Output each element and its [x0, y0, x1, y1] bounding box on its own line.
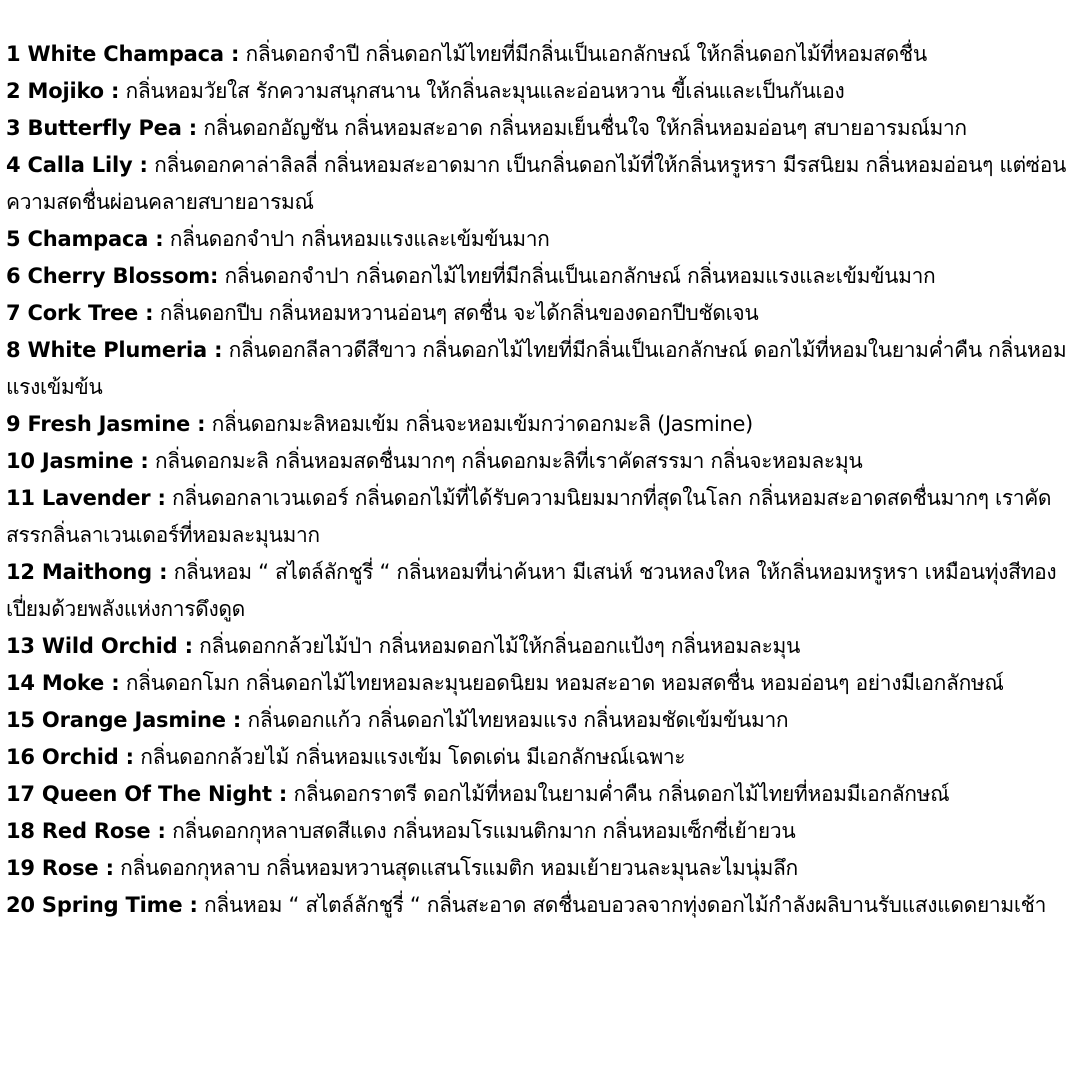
scent-item	[6, 887, 1070, 924]
scent-description: กลิ่นดอกกุหลาบสดสีแดง กลิ่นหอมโรแมนติกมาก กลิ่นหอมเซ็กซี่เย้ายวน	[165, 819, 796, 843]
scent-item	[6, 147, 1070, 221]
scent-description: กลิ่นดอกราตรี ดอกไม้ที่หอมในยามค่ำคืน กลิ่นดอกไม้ไทยที่หอมมีเอกลักษณ์	[287, 782, 950, 806]
scent-description: กลิ่นดอกจำปา กลิ่นหอมแรงและเข้มข้นมาก	[163, 227, 550, 251]
scent-description: กลิ่นดอกจำปี กลิ่นดอกไม้ไทยที่มีกลิ่นเป็นเอกลักษณ์ ให้กลิ่นดอกไม้ที่หอมสดชื่น	[239, 42, 927, 66]
scent-description: กลิ่นหอมวัยใส รักความสนุกสนาน ให้กลิ่นละมุนและอ่อนหวาน ขี้เล่นและเป็นกันเอง	[119, 79, 845, 103]
scent-name: 14 Moke :	[6, 671, 120, 695]
scent-description: กลิ่นดอกกุหลาบ กลิ่นหอมหวานสุดแสนโรแมติก หอมเย้ายวนละมุนละไมนุ่มลึก	[113, 856, 798, 880]
scent-description: กลิ่นดอกมะลิ กลิ่นหอมสดชื่นมากๆ กลิ่นดอกมะลิที่เราคัดสรรมา กลิ่นจะหอมละมุน	[148, 449, 863, 473]
scent-name: 1 White Champaca :	[6, 42, 240, 66]
scent-description: กลิ่นดอกคาล่าลิลลี่ กลิ่นหอมสะอาดมาก เป็นกลิ่นดอกไม้ที่ให้กลิ่นหรูหรา มีรสนิยม กลิ่นหอมอ่อนๆ แต่ซ่อนความสดชื่นผ่อนคลายสบายอารมณ์	[6, 153, 1066, 214]
scent-item	[6, 73, 1070, 110]
scent-description: กลิ่นดอกอัญชัน กลิ่นหอมสะอาด กลิ่นหอมเย็นชื่นใจ ให้กลิ่นหอมอ่อนๆ สบายอารมณ์มาก	[197, 116, 967, 140]
scent-item	[6, 702, 1070, 739]
scent-name: 20 Spring Time :	[6, 893, 198, 917]
scent-item	[6, 221, 1070, 258]
scent-name: 5 Champaca :	[6, 227, 164, 251]
scent-name: 19 Rose :	[6, 856, 114, 880]
scent-item	[6, 554, 1070, 628]
scent-name: 4 Calla Lily :	[6, 153, 148, 177]
scent-description: กลิ่นดอกลีลาวดีสีขาว กลิ่นดอกไม้ไทยที่มีกลิ่นเป็นเอกลักษณ์ ดอกไม้ที่หอมในยามค่ำคืน กลิ่นหอมแรงเข้มข้น	[6, 338, 1067, 399]
scent-item	[6, 110, 1070, 147]
scent-item	[6, 850, 1070, 887]
scent-description: กลิ่นดอกมะลิหอมเข้ม กลิ่นจะหอมเข้มกว่าดอกมะลิ (Jasmine)	[205, 412, 753, 436]
scent-name: 10 Jasmine :	[6, 449, 149, 473]
scent-name: 6 Cherry Blossom:	[6, 264, 219, 288]
scent-name: 3 Butterfly Pea :	[6, 116, 198, 140]
scent-list	[6, 36, 1070, 924]
scent-name: 17 Queen Of The Night :	[6, 782, 288, 806]
scent-item	[6, 406, 1070, 443]
scent-description: กลิ่นดอกปีบ กลิ่นหอมหวานอ่อนๆ สดชื่น จะได้กลิ่นของดอกปีบชัดเจน	[153, 301, 759, 325]
scent-item	[6, 36, 1070, 73]
scent-item	[6, 628, 1070, 665]
scent-name: 9 Fresh Jasmine :	[6, 412, 206, 436]
scent-item	[6, 665, 1070, 702]
scent-item	[6, 813, 1070, 850]
scent-name: 16 Orchid :	[6, 745, 134, 769]
scent-description: กลิ่นหอม “ สไตล์ลักชูรี่ “ กลิ่นหอมที่น่าค้นหา มีเสน่ห์ ชวนหลงใหล ให้กลิ่นหอมหรูหรา เหมือนทุ่งสีทองเปี่ยมด้วยพลังแห่งการดึงดูด	[6, 560, 1057, 621]
scent-name: 15 Orange Jasmine :	[6, 708, 242, 732]
scent-item	[6, 739, 1070, 776]
scent-item	[6, 332, 1070, 406]
scent-item	[6, 258, 1070, 295]
scent-description: กลิ่นดอกลาเวนเดอร์ กลิ่นดอกไม้ที่ได้รับความนิยมมากที่สุดในโลก กลิ่นหอมสะอาดสดชื่นมากๆ เราคัดสรรกลิ่นลาเวนเดอร์ที่หอมละมุนมาก	[6, 486, 1052, 547]
scent-name: 2 Mojiko :	[6, 79, 120, 103]
scent-item	[6, 295, 1070, 332]
scent-description: กลิ่นดอกกล้วยไม้ กลิ่นหอมแรงเข้ม โดดเด่น มีเอกลักษณ์เฉพาะ	[133, 745, 686, 769]
scent-item	[6, 776, 1070, 813]
scent-item	[6, 480, 1070, 554]
scent-name: 12 Maithong :	[6, 560, 168, 584]
scent-name: 11 Lavender :	[6, 486, 166, 510]
scent-description: กลิ่นหอม “ สไตล์ลักชูรี่ “ กลิ่นสะอาด สดชื่นอบอวลจากทุ่งดอกไม้กำลังผลิบานรับแสงแดดยามเช้า	[197, 893, 1047, 917]
scent-name: 8 White Plumeria :	[6, 338, 223, 362]
scent-item	[6, 443, 1070, 480]
scent-name: 13 Wild Orchid :	[6, 634, 193, 658]
scent-name: 18 Red Rose :	[6, 819, 166, 843]
scent-description: กลิ่นดอกจำปา กลิ่นดอกไม้ไทยที่มีกลิ่นเป็นเอกลักษณ์ กลิ่นหอมแรงและเข้มข้นมาก	[218, 264, 936, 288]
scent-name: 7 Cork Tree :	[6, 301, 154, 325]
scent-description: กลิ่นดอกโมก กลิ่นดอกไม้ไทยหอมละมุนยอดนิยม หอมสะอาด หอมสดชื่น หอมอ่อนๆ อย่างมีเอกลักษณ์	[119, 671, 1004, 695]
scent-description: กลิ่นดอกแก้ว กลิ่นดอกไม้ไทยหอมแรง กลิ่นหอมชัดเข้มข้นมาก	[241, 708, 789, 732]
scent-description: กลิ่นดอกกล้วยไม้ป่า กลิ่นหอมดอกไม้ให้กลิ่นออกแป้งๆ กลิ่นหอมละมุน	[192, 634, 800, 658]
